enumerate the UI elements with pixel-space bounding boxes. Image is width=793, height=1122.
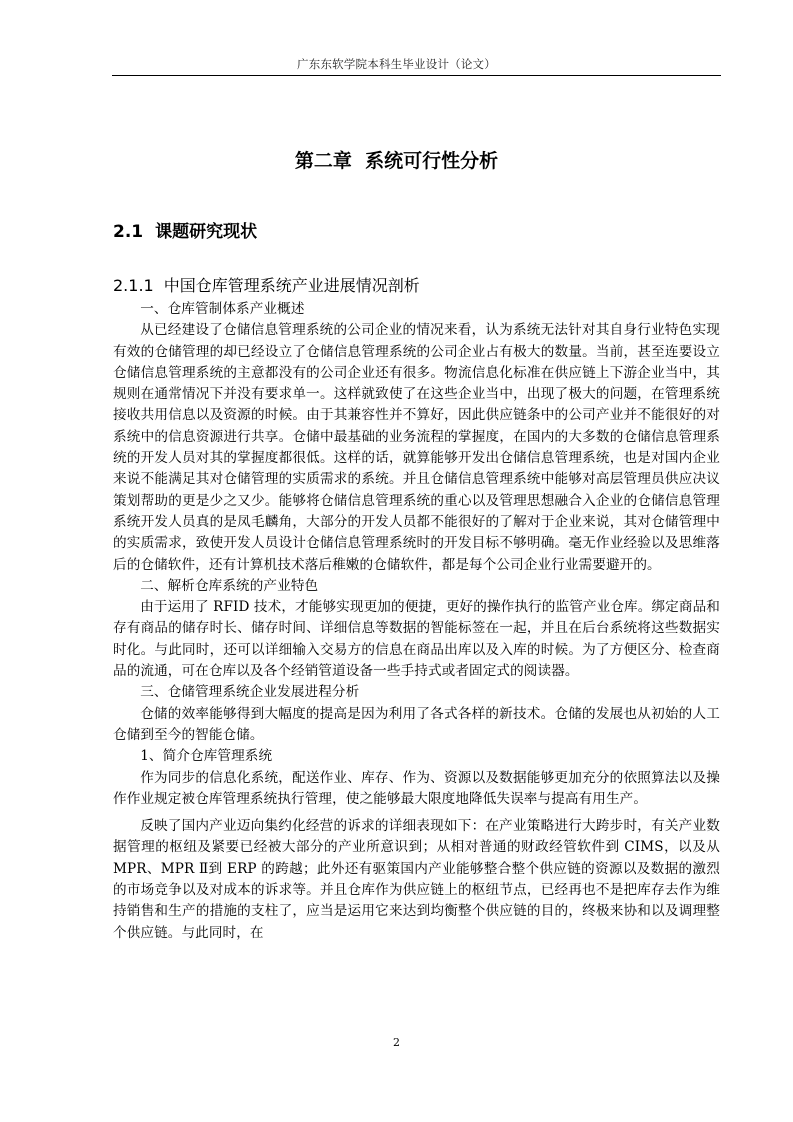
- header-rule: [112, 75, 721, 76]
- body-text: [113, 299, 720, 944]
- subheading-industry-features: 二、解析仓库系统的产业特色: [140, 577, 319, 594]
- paragraph: 作为同步的信息化系统，配送作业、库存、作为、资源以及数据能够更加充分的依照算法以及操作作业规定被仓库管理系统执行管理，使之能够最大限度地降低失误率与提高有用生产。: [113, 769, 720, 807]
- section-number: 2.1: [113, 222, 144, 242]
- section-heading: [113, 217, 257, 242]
- paragraph: 由于运用了 RFID 技术，才能够实现更加的便捷，更好的操作执行的监管产业仓库。绑定商品和存有商品的储存时长、储存时间、详细信息等数据的智能标签在一起，并且在后台系统将这些数据实时化。与此同时，还可以详细输入交易方的信息在商品出库以及入库的时候。为了方便区分、检查商品的流通，可在仓库以及各个经销管道设备一些手持式或者固定式的阅读器。: [113, 599, 720, 680]
- subheading-wms-intro: 1、简介仓库管理系统: [140, 748, 273, 765]
- page-header: 广东东软学院本科生毕业设计（论文）: [297, 57, 496, 71]
- subsection-number: 2.1.1: [113, 276, 154, 295]
- chapter-title: 第二章 系统可行性分析: [294, 150, 499, 172]
- page-number: 2: [393, 1036, 400, 1049]
- subsection-heading: [113, 273, 420, 296]
- paragraph: 仓储的效率能够得到大幅度的提高是因为利用了各式各样的新技术。仓储的发展也从初始的人工仓储到至今的智能仓储。: [113, 705, 720, 743]
- subsection-title: 中国仓库管理系统产业进展情况剖析: [163, 276, 420, 295]
- subheading-industry-overview: 一、仓库管制体系产业概述: [140, 301, 305, 317]
- subheading-development-analysis: 三、仓储管理系统企业发展进程分析: [140, 684, 360, 701]
- paragraph: 从已经建设了仓储信息管理系统的公司企业的情况来看，认为系统无法针对其自身行业特色实现有效的仓储管理的却已经设立了仓储信息管理系统的公司企业占有极大的数量。当前，甚至连要设立仓储信息管理系统的主意都没有的公司企业还有很多。物流信息化标准在供应链上下游企业当中，其规则在通常情况下并没有要求单一。这样就致使了在这些企业当中，出现了极大的问题，在管理系统接收共用信息以及资源的时候。由于其兼容性并不算好，因此供应链条中的公司产业并不能很好的对系统中的信息资源进行共享。仓储中最基础的业务流程的掌握度，在国内的大多数的仓储信息管理系统的开发人员对其的掌握度都很低。这样的话，就算能够开发出仓储信息管理系统，也是对国内企业来说不能满足其对仓储管理的实质需求的系统。并且仓储信息管理系统中能够对高层管理员供应决议策划帮助的更是少之又少。能够将仓储信息管理系统的重心以及管理思想融合入企业的仓储信息管理系统开发人员真的是凤毛麟角，大部分的开发人员都不能很好的了解对于企业来说，其对仓储管理中的实质需求，致使开发人员设计仓储信息管理系统时的开发目标不够明确。毫无作业经验以及思维落后的仓储软件，还有计算机技术落后稚嫩的仓储软件，都是每个公司企业行业需要避开的。: [113, 322, 720, 573]
- section-title: 课题研究现状: [155, 222, 258, 242]
- paragraph: 反映了国内产业迈向集约化经营的诉求的详细表现如下：在产业策略进行大跨步时，有关产业数据管理的枢纽及紧要已经被大部分的产业所意识到；从相对普通的财政经管软件到 CIMS，以及从 MPR、MPR Ⅱ到 ERP 的跨越；此外还有驱策国内产业能够整合整个供应链的资源以及数据的激烈的市场竞争以及对成本的诉求等。并且仓库作为供应链上的枢纽节点，已经再也不是把库存去作为维持销售和生产的措施的支柱了，应当是运用它来达到均衡整个供应链的目的，终极来协和以及调理整个供应链。与此同时，在: [113, 818, 720, 941]
